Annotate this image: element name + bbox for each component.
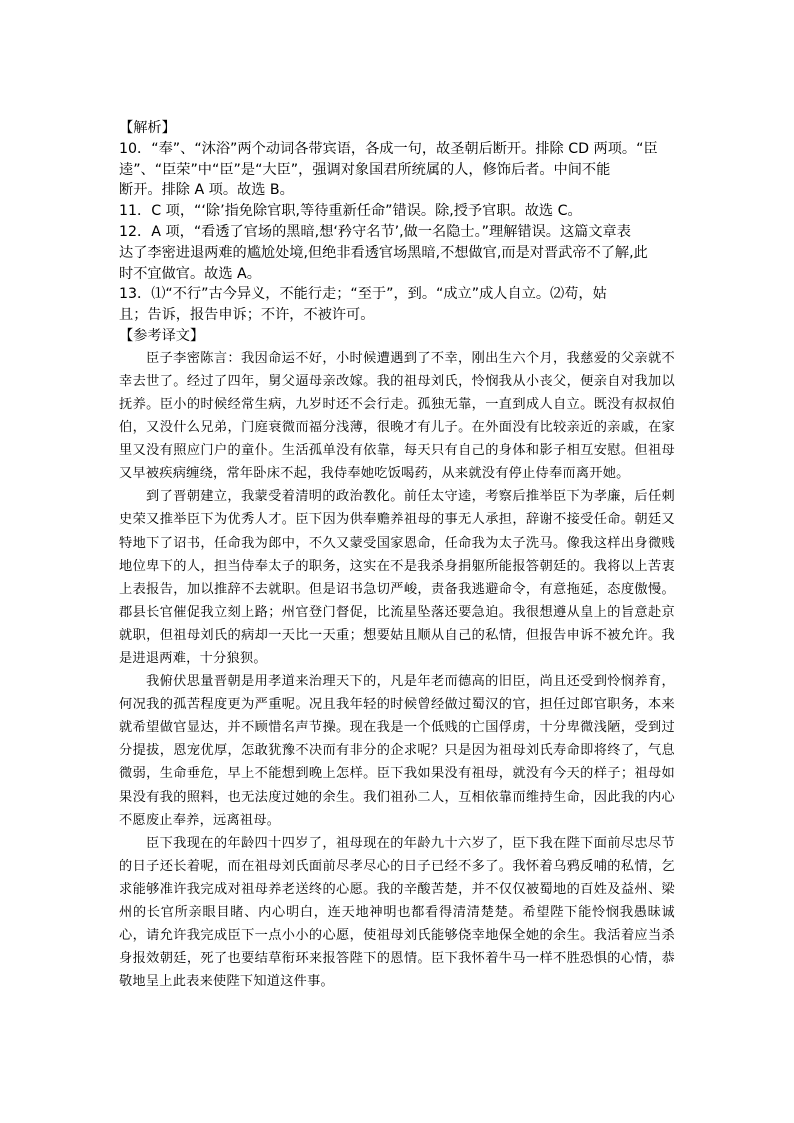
analysis-line: 逵”、“臣荣”中“臣”是“大臣”，强调对象国君所统属的人，修饰后者。中间不能 bbox=[119, 161, 611, 178]
analysis-block bbox=[119, 139, 675, 326]
analysis-line: 11．C 项，“‘除’指免除官职,等待重新任命”错误。除,授予官职。故选 C。 bbox=[119, 203, 582, 220]
document-page bbox=[119, 118, 675, 993]
translation-heading: 【参考译文】 bbox=[119, 327, 205, 344]
analysis-line: 达了李密进退两难的尴尬处境,但绝非看透官场黑暗,不想做官,而是对晋武帝不了解,此 bbox=[119, 244, 648, 261]
analysis-heading: 【解析】 bbox=[119, 120, 176, 136]
analysis-line: 12．A 项，“看透了官场的黑暗,想‘矜守名节’,做一名隐士。”理解错误。这篇文章表 bbox=[119, 223, 631, 240]
analysis-line: 断开。排除 A 项。故选 B。 bbox=[119, 182, 294, 199]
analysis-line: 10．“奉”、“沐浴”两个动词各带宾语，各成一句，故圣朝后断开。排除 CD 两项。“臣 bbox=[119, 140, 658, 157]
translation-paragraph: 我俯伏思量晋朝是用孝道来治理天下的，凡是年老而德高的旧臣，尚且还受到怜悯养育，何况我的孤苦程度更为严重呢。况且我年轻的时候曾经做过蜀汉的官，担任过郎官职务，本来就希望做官显达，并不顾惜名声节操。现在我是一个低贱的亡国俘虏，十分卑微浅陋，受到过分提拔，恩宠优厚，怎敢犹豫不决而有非分的企求呢？只是因为祖母刘氏寿命即将终了，气息微弱，生命垂危，早上不能想到晚上怎样。臣下我如果没有祖母，就没有今天的样子；祖母如果没有我的照料，也无法度过她的余生。我们祖孙二人，互相依靠而维持生命，因此我的内心不愿废止奉养，远离祖母。 bbox=[119, 674, 675, 828]
translation-block bbox=[119, 347, 675, 994]
analysis-line: 时不宜做官。故选 A。 bbox=[119, 265, 261, 282]
analysis-line: 且；告诉，报告申诉；不许，不被许可。 bbox=[119, 307, 375, 324]
translation-paragraph: 臣子李密陈言：我因命运不好，小时候遭遇到了不幸，刚出生六个月，我慈爱的父亲就不幸去世了。经过了四年，舅父逼母亲改嫁。我的祖母刘氏，怜悯我从小丧父，便亲自对我加以抚养。臣小的时候经常生病，九岁时还不会行走。孤独无靠，一直到成人自立。既没有叔叔伯伯，又没什么兄弟，门庭衰微而福分浅薄，很晚才有儿子。在外面没有比较亲近的亲戚，在家里又没有照应门户的童仆。生活孤单没有依靠，每天只有自己的身体和影子相互安慰。但祖母又早被疾病缠绕，常年卧床不起，我侍奉她吃饭喝药，从来就没有停止侍奉而离开她。 bbox=[119, 350, 675, 482]
translation-paragraph: 到了晋朝建立，我蒙受着清明的政治教化。前任太守逵，考察后推举臣下为孝廉，后任刺史荣又推举臣下为优秀人才。臣下因为供奉赡养祖母的事无人承担，辞谢不接受任命。朝廷又特地下了诏书，任命我为郎中，不久又蒙受国家恩命，任命我为太子洗马。像我这样出身微贱地位卑下的人，担当侍奉太子的职务，这实在不是我杀身捐躯所能报答朝廷的。我将以上苦衷上表报告，加以推辞不去就职。但是诏书急切严峻，责备我逃避命令，有意拖延，态度傲慢。郡县长官催促我立刻上路；州官登门督促，比流星坠落还要急迫。我很想遵从皇上的旨意赴京就职，但祖母刘氏的病却一天比一天重；想要姑且顺从自己的私情，但报告申诉不被允许。我是进退两难，十分狼狈。 bbox=[119, 489, 675, 666]
analysis-line: 13．⑴“不行”古今异义，不能行走；“至于”，到。“成立”成人自立。⑵苟，姑 bbox=[119, 286, 607, 303]
translation-paragraph: 臣下我现在的年龄四十四岁了，祖母现在的年龄九十六岁了，臣下我在陛下面前尽忠尽节的日子还长着呢，而在祖母刘氏面前尽孝尽心的日子已经不多了。我怀着乌鸦反哺的私情，乞求能够准许我完成对祖母养老送终的心愿。我的辛酸苦楚，并不仅仅被蜀地的百姓及益州、梁州的长官所亲眼目睹、内心明白，连天地神明也都看得清清楚楚。希望陛下能怜悯我愚昧诚心，请允许我完成臣下一点小小的心愿，使祖母刘氏能够侥幸地保全她的余生。我活着应当杀身报效朝廷，死了也要结草衔环来报答陛下的恩情。臣下我怀着牛马一样不胜恐惧的心情，恭敬地呈上此表来使陛下知道这件事。 bbox=[119, 835, 675, 990]
